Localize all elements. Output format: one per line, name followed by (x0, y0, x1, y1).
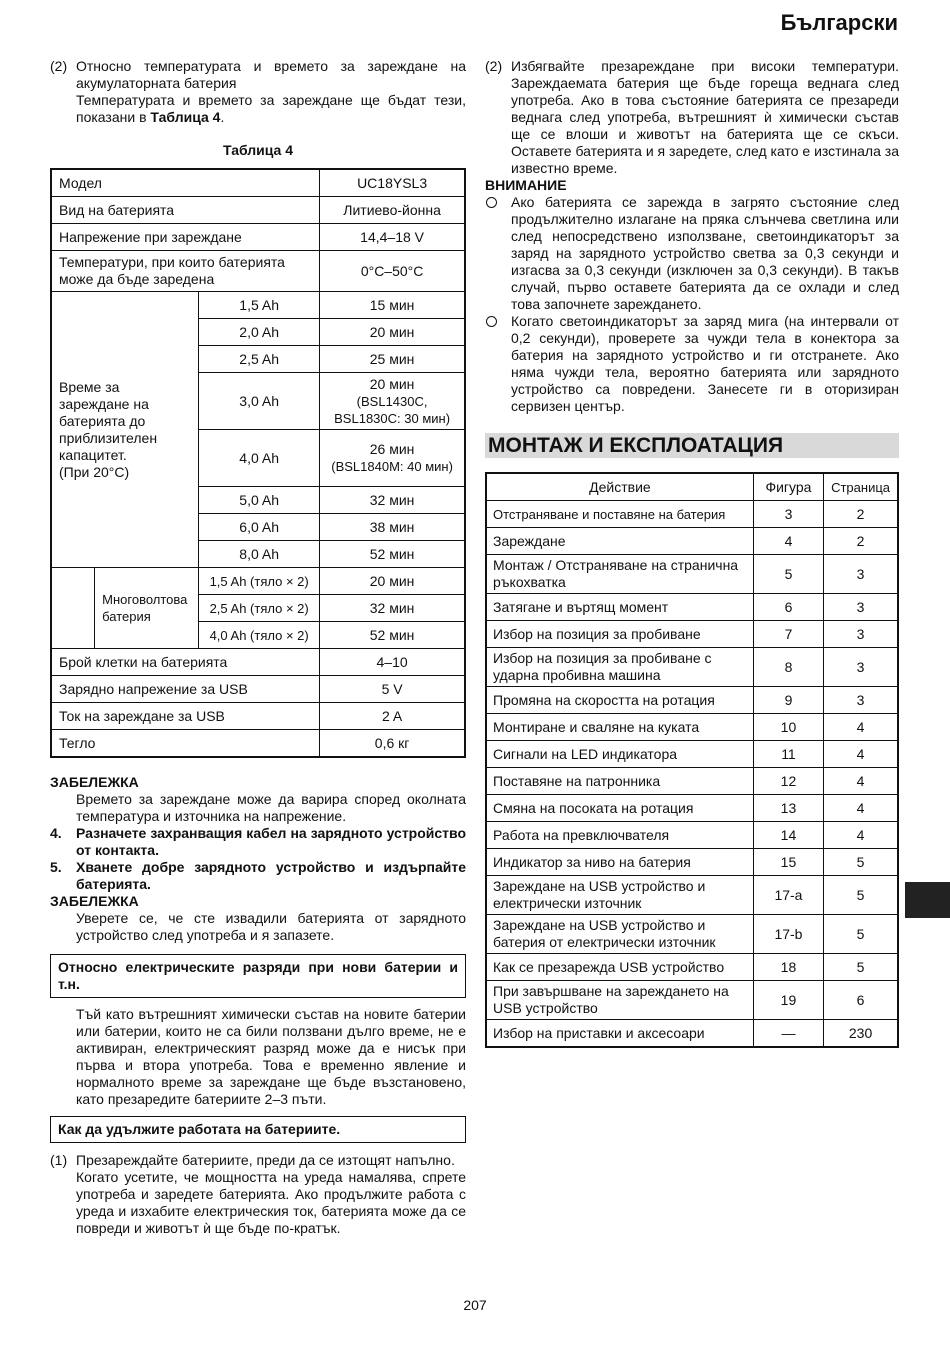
page-cell: 230 (824, 1020, 898, 1048)
table-cell: 32 мин (320, 487, 465, 514)
table-row (486, 915, 898, 954)
table-cell: 1,5 Ah (199, 292, 320, 319)
table-cell: 5,0 Ah (199, 487, 320, 514)
item-number: (2) (50, 58, 68, 74)
table-row (51, 676, 465, 703)
page-cell: 5 (824, 954, 898, 981)
table-row (486, 594, 898, 621)
figure-cell: 17-a (753, 876, 823, 915)
table-row (51, 169, 465, 197)
table-cell: 0,6 кг (320, 730, 465, 758)
figure-cell: 19 (753, 981, 823, 1020)
table-cell: 25 мин (320, 346, 465, 373)
action-cell: Зареждане на USB устройство и електрически източник (486, 876, 753, 915)
figure-cell: — (753, 1020, 823, 1048)
page-cell: 4 (824, 768, 898, 795)
action-cell: Как се презарежда USB устройство (486, 954, 753, 981)
table-row (51, 292, 465, 319)
table4 (50, 168, 466, 758)
table-cell: Модел (51, 169, 320, 197)
extend-item-2: (2) Избягвайте презареждане при високи температури. Зареждаемата батерия ще бъде гореща веднага след употреба. Ако в това състояние батерията се презареди веднага след употреба, вътрешният ѝ химически състав ще се влоши и животът на батерията ще се скъси. Оставете батерията и я заредете, след като е изстинала за известно време. (485, 58, 899, 176)
discharge-text: Тъй като вътрешният химически състав на новите батерии или батерии, които не са били ползвани дълго време, не е активиран, електрическият разряд може да е нисък при първа и втора употреба. Това е временно явление и нормалното време за зареждане ще бъде възстановено, като презаредите батериите 2–3 пъти. (76, 1006, 466, 1107)
header-page: Страница (824, 473, 898, 501)
table-ref: Таблица 4 (150, 109, 221, 125)
table-row (486, 621, 898, 648)
page-cell: 4 (824, 741, 898, 768)
note-text: Уверете се, че сте извадили батерията от зарядното устройство след употреба и я запазете. (76, 910, 466, 943)
section-heading: МОНТАЖ И ЕКСПЛОАТАЦИЯ (485, 433, 899, 458)
header-action: Действие (486, 473, 753, 501)
step-5: 5. Хванете добре зарядното устройство и издърпайте батерията. (50, 859, 466, 892)
figure-cell: 3 (753, 501, 823, 528)
table-row (486, 849, 898, 876)
charging-temperature-item (50, 58, 466, 126)
figure-cell: 13 (753, 795, 823, 822)
action-cell: Затягане и въртящ момент (486, 594, 753, 621)
table-row (486, 876, 898, 915)
figure-cell: 5 (753, 555, 823, 594)
table-row (486, 981, 898, 1020)
caution-bullet: Ако батерията се зарежда в загрято състояние след продължително излагане на пряка слънчева светлина или след непосредствено използване, светоиндикаторът за заряд на зарядното устройство светва за 0,3 секунди и изгасва за 0,3 секунди (изключен за 0,3 секунди). В такъв случай, първо оставете батерията да се охлади и след това започнете зареждането. (485, 194, 899, 313)
page-cell: 2 (824, 501, 898, 528)
left-column (50, 58, 466, 1237)
table-cell: Ток на зареждане за USB (51, 703, 320, 730)
table-row (486, 795, 898, 822)
action-cell: Индикатор за ниво на батерия (486, 849, 753, 876)
figure-cell: 14 (753, 822, 823, 849)
right-column (485, 58, 899, 1048)
table-row (486, 528, 898, 555)
action-cell: Сигнали на LED индикатора (486, 741, 753, 768)
figure-cell: 17-b (753, 915, 823, 954)
table-cell: 20 мин (BSL1430C, BSL1830C: 30 мин) (320, 373, 465, 430)
table-cell: Зарядно напрежение за USB (51, 676, 320, 703)
figure-cell: 18 (753, 954, 823, 981)
action-cell: При завършване на зареждането на USB устройство (486, 981, 753, 1020)
action-cell: Поставяне на патронника (486, 768, 753, 795)
note-title: ЗАБЕЛЕЖКА (50, 774, 139, 790)
item-text: Температурата и времето за зареждане ще бъдат тези, показани в Таблица 4. (76, 92, 466, 125)
action-cell: Смяна на посоката на ротация (486, 795, 753, 822)
table-row (486, 954, 898, 981)
table-cell: Тегло (51, 730, 320, 758)
table-cell: 52 мин (320, 622, 465, 649)
page-cell: 3 (824, 648, 898, 687)
figure-cell: 12 (753, 768, 823, 795)
language-heading: Български (780, 10, 898, 35)
extend-battery-box: Как да удължите работата на батериите. (50, 1116, 466, 1143)
operations-table (485, 472, 899, 1048)
table-cell: 1,5 Ah (тяло × 2) (199, 568, 320, 595)
table-cell: Температури, при които батерията може да бъде заредена (51, 251, 320, 292)
action-cell: Избор на позиция за пробиване с ударна пробивна машина (486, 648, 753, 687)
language-tab-marker (905, 882, 950, 918)
item-heading: Относно температурата и времето за зареждане на акумулаторната батерия (76, 58, 466, 91)
table-cell: 2 A (320, 703, 465, 730)
table-row (51, 703, 465, 730)
table-cell: 0°C–50°C (320, 251, 465, 292)
table-row (486, 555, 898, 594)
table-row (51, 251, 465, 292)
table-cell: 5 V (320, 676, 465, 703)
page-cell: 3 (824, 687, 898, 714)
header-figure: Фигура (753, 473, 823, 501)
figure-cell: 9 (753, 687, 823, 714)
table-row (486, 822, 898, 849)
page-cell: 5 (824, 849, 898, 876)
figure-cell: 11 (753, 741, 823, 768)
multivolt-label: Многоволтова батерия (95, 568, 199, 649)
page-cell: 5 (824, 876, 898, 915)
table-row (51, 730, 465, 758)
table-cell: 20 мин (320, 319, 465, 346)
table-cell: 38 мин (320, 514, 465, 541)
table-cell: 6,0 Ah (199, 514, 320, 541)
page-cell: 6 (824, 981, 898, 1020)
step-4: 4. Разначете захранващия кабел на зарядното устройство от контакта. (50, 825, 466, 858)
action-cell: Работа на превключвателя (486, 822, 753, 849)
table-cell: 4,0 Ah (199, 430, 320, 487)
action-cell: Промяна на скоростта на ротация (486, 687, 753, 714)
table-cell: 32 мин (320, 595, 465, 622)
table-cell: 2,0 Ah (199, 319, 320, 346)
action-cell: Зареждане (486, 528, 753, 555)
table-cell: 2,5 Ah (тяло × 2) (199, 595, 320, 622)
note-text: Времето за зареждане може да варира според околната температура и източника на напрежение. (76, 791, 466, 824)
table-cell: 3,0 Ah (199, 373, 320, 430)
figure-cell: 4 (753, 528, 823, 555)
action-cell: Избор на приставки и аксесоари (486, 1020, 753, 1048)
figure-cell: 6 (753, 594, 823, 621)
page-cell: 4 (824, 822, 898, 849)
action-cell: Избор на позиция за пробиване (486, 621, 753, 648)
circle-bullet-icon (486, 316, 497, 327)
table-cell: 52 мин (320, 541, 465, 568)
table-header-row (486, 473, 898, 501)
table-cell (51, 568, 95, 649)
charge-time-label: Време за зареждане на батерията до приблизителен капацитет. (При 20°C) (51, 292, 199, 568)
caution-bullet: Когато светоиндикаторът за заряд мига (на интервали от 0,2 секунди), проверете за чужди тела в конектора за батерия на зарядното устройство и ги отстранете. Ако няма чужди тела, вероятно батерията или зарядното устройство са повредени. Занесете ги в оторизиран сервизен център. (485, 313, 899, 415)
figure-cell: 15 (753, 849, 823, 876)
table-row (51, 224, 465, 251)
figure-cell: 7 (753, 621, 823, 648)
table-row (486, 648, 898, 687)
action-cell: Зареждане на USB устройство и батерия от електрически източник (486, 915, 753, 954)
page-cell: 3 (824, 594, 898, 621)
table-row (486, 687, 898, 714)
table-cell: 20 мин (320, 568, 465, 595)
table-cell: 8,0 Ah (199, 541, 320, 568)
figure-cell: 10 (753, 714, 823, 741)
page-cell: 3 (824, 555, 898, 594)
page-cell: 4 (824, 795, 898, 822)
page-cell: 2 (824, 528, 898, 555)
page-cell: 3 (824, 621, 898, 648)
note-title: ЗАБЕЛЕЖКА (50, 893, 139, 909)
table-cell: 2,5 Ah (199, 346, 320, 373)
circle-bullet-icon (486, 197, 497, 208)
table-row (486, 714, 898, 741)
table-cell: 26 мин (BSL1840M: 40 мин) (320, 430, 465, 487)
table-cell: UC18YSL3 (320, 169, 465, 197)
page-cell: 5 (824, 915, 898, 954)
table-cell: Напрежение при зареждане (51, 224, 320, 251)
table-row (486, 501, 898, 528)
table-row (51, 197, 465, 224)
action-cell: Монтаж / Отстраняване на странична ръкохватка (486, 555, 753, 594)
table-row (486, 741, 898, 768)
table-row (51, 568, 465, 595)
page-number: 207 (463, 1297, 487, 1313)
table4-caption: Таблица 4 (222, 142, 294, 158)
extend-item-1: (1) Презареждайте батериите, преди да се изтощят напълно. Когато усетите, че мощността на уреда намалява, спрете употреба и заредете батерията. Ако продължите работа с уреда и изхабите електрическия ток, батерията може да се повреди и животът ѝ ще бъде по-кратък. (50, 1152, 466, 1236)
new-battery-discharge-box: Относно електрическите разряди при нови батерии и т.н. (50, 954, 466, 998)
table-cell: 15 мин (320, 292, 465, 319)
action-cell: Монтиране и сваляне на куката (486, 714, 753, 741)
table-cell: Брой клетки на батерията (51, 649, 320, 676)
caution-title: ВНИМАНИЕ (485, 177, 567, 193)
table-cell: 4–10 (320, 649, 465, 676)
table-row (486, 1020, 898, 1048)
page-cell: 4 (824, 714, 898, 741)
action-cell: Отстраняване и поставяне на батерия (486, 501, 753, 528)
table-row (486, 768, 898, 795)
table-cell: Литиево-йонна (320, 197, 465, 224)
table-row (51, 649, 465, 676)
table-cell: 4,0 Ah (тяло × 2) (199, 622, 320, 649)
table-cell: Вид на батерията (51, 197, 320, 224)
table-cell: 14,4–18 V (320, 224, 465, 251)
figure-cell: 8 (753, 648, 823, 687)
